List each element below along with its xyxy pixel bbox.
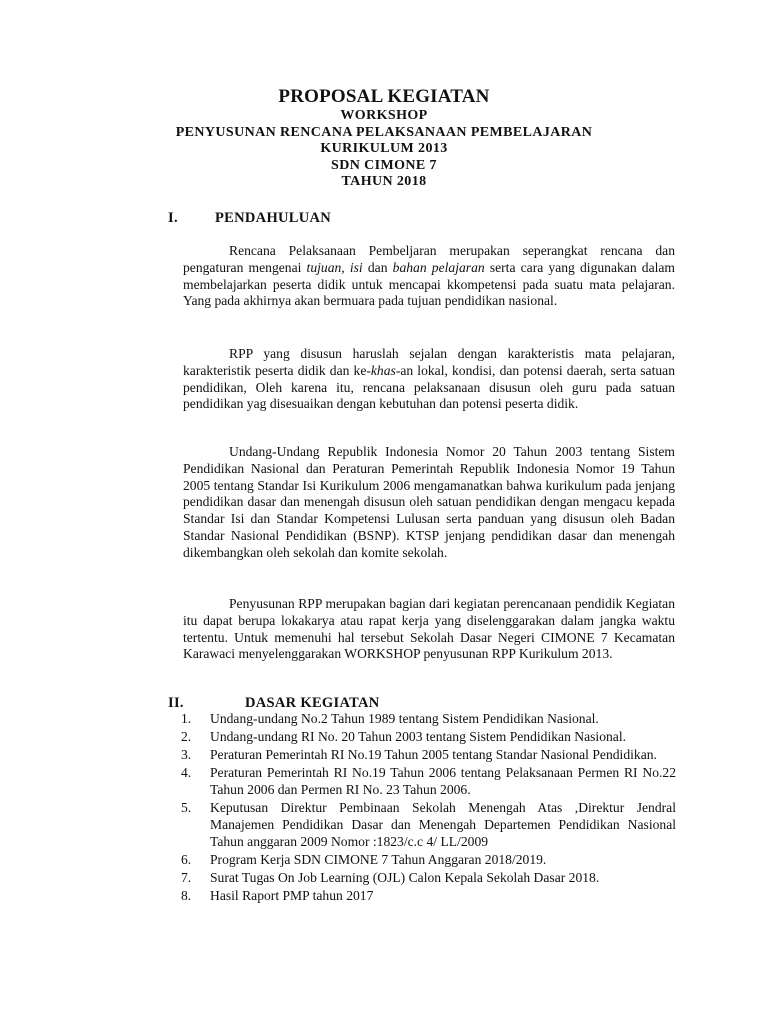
list-item (168, 852, 676, 869)
paragraph-3: Undang-Undang Republik Indonesia Nomor 20 Tahun 2003 tentang Sistem Pendidikan Nasional dan Peraturan Pemerintah Republik Indonesia Nomor 19 Tahun 2005 tentang Standar Isi Kurikulum 2006 mengamanatkan bahwa kurikulum pada jenjang pendidikan dasar dan menengah disusun oleh satuan pendidikan dengan mengacu kepada Standar Isi dan Standar Kompetensi Lulusan serta panduan yang disusun oleh Badan Standar Nasional Pendidikan (BSNP). KTSP jenjang pendidikan dasar dan menengah dikembangkan oleh sekolah dan komite sekolah. (183, 444, 675, 560)
paragraph-text: Rencana Pelaksanaan Pembeljaran merupakan seperangkat rencana dan pengaturan mengenai (183, 243, 675, 275)
list-text: Undang-undang No.2 Tahun 1989 tentang Sistem Pendidikan Nasional. (210, 711, 599, 726)
title-line-curriculum: KURIKULUM 2013 (320, 141, 448, 156)
list-number: 8. (181, 888, 192, 904)
title-line-school: SDN CIMONE 7 (331, 157, 437, 173)
paragraph-text: , (341, 259, 350, 275)
list-text: Keputusan Direktur Pembinaan Sekolah Menengah Atas ,Direktur Jendral Manajemen Pendidikan Dasar dan Menengah Departemen Pendidikan Nasional Tahun anggaran 2009 Nomor :1823/c.c 4/ LL/2009 (210, 800, 676, 849)
italic-term: khas (370, 362, 396, 378)
list-number: 3. (181, 747, 192, 763)
list-text: Program Kerja SDN CIMONE 7 Tahun Anggaran 2018/2019. (210, 851, 547, 867)
list-item (168, 888, 676, 905)
title-line-workshop: WORKSHOP (340, 108, 428, 123)
list-number: 4. (181, 765, 192, 781)
list-text: Hasil Raport PMP tahun 2017 (210, 888, 374, 904)
list-text: Peraturan Pemerintah RI No.19 Tahun 2006 tentang Pelaksanaan Permen RI No.22 Tahun 2006 dan Permen RI No. 23 Tahun 2006. (210, 765, 676, 798)
list-item (168, 800, 676, 850)
italic-term: isi (349, 259, 363, 275)
list-number: 5. (181, 800, 192, 816)
section-number: I. (168, 210, 178, 226)
section-number: II. (168, 695, 184, 711)
paragraph-text: RPP yang disusun haruslah sejalan dengan karakteristis mata pelajaran, karakteristik peserta didik dan ke- (183, 346, 675, 378)
italic-term: tujuan (306, 259, 342, 275)
paragraph-2 (183, 346, 675, 413)
section-heading-pendahuluan (168, 209, 332, 227)
paragraph-1 (183, 243, 675, 310)
list-text: Peraturan Pemerintah RI No.19 Tahun 2005 tentang Standar Nasional Pendidikan. (210, 747, 657, 763)
section-heading-dasar-kegiatan (168, 694, 380, 712)
section-title: PENDAHULUAN (215, 210, 332, 226)
list-number: 7. (181, 869, 192, 885)
title-line-topic: PENYUSUNAN RENCANA PELAKSANAAN PEMBELAJARAN (175, 124, 593, 140)
italic-term: bahan pelajaran (392, 259, 485, 275)
title-line-year: TAHUN 2018 (341, 174, 427, 189)
list-item (168, 765, 676, 799)
list-number: 6. (181, 851, 192, 867)
list-item (168, 729, 676, 746)
title-block (0, 86, 768, 191)
list-number: 1. (181, 711, 192, 726)
section-title: DASAR KEGIATAN (245, 695, 380, 711)
list-text: Surat Tugas On Job Learning (OJL) Calon Kepala Sekolah Dasar 2018. (210, 869, 600, 885)
paragraph-text: -an lokal, kondisi, dan potensi daerah, serta satuan pendidikan, Oleh karena itu, rencana pelaksanaan disusun oleh guru pada satuan pendidikan yag disesuaikan dengan kebutuhan dan potensi peserta didik. (183, 362, 675, 412)
list-item (168, 870, 676, 887)
paragraph-text: serta cara yang digunakan dalam membelajarkan peserta didik untuk mencapai kkompetensi pada suatu mata pelajaran. Yang pada akhirnya akan bermuara pada tujuan pendidikan nasional. (183, 259, 676, 309)
list-text: Undang-undang RI No. 20 Tahun 2003 tentang Sistem Pendidikan Nasional. (210, 729, 626, 745)
list-number: 2. (181, 729, 192, 745)
list-item (168, 711, 676, 728)
paragraph-4: Penyusunan RPP merupakan bagian dari kegiatan perencanaan pendidik Kegiatan itu dapat berupa lokakarya atau rapat kerja yang diselenggarakan dalam jangka waktu tertentu. Untuk memenuhi hal tersebut Sekolah Dasar Negeri CIMONE 7 Kecamatan Karawaci menyelenggarakan WORKSHOP penyusunan RPP Kurikulum 2013. (183, 596, 675, 662)
document-title: PROPOSAL KEGIATAN (278, 86, 490, 107)
list-item (168, 747, 676, 764)
paragraph-text: dan (362, 259, 393, 275)
dasar-kegiatan-list (168, 711, 676, 906)
